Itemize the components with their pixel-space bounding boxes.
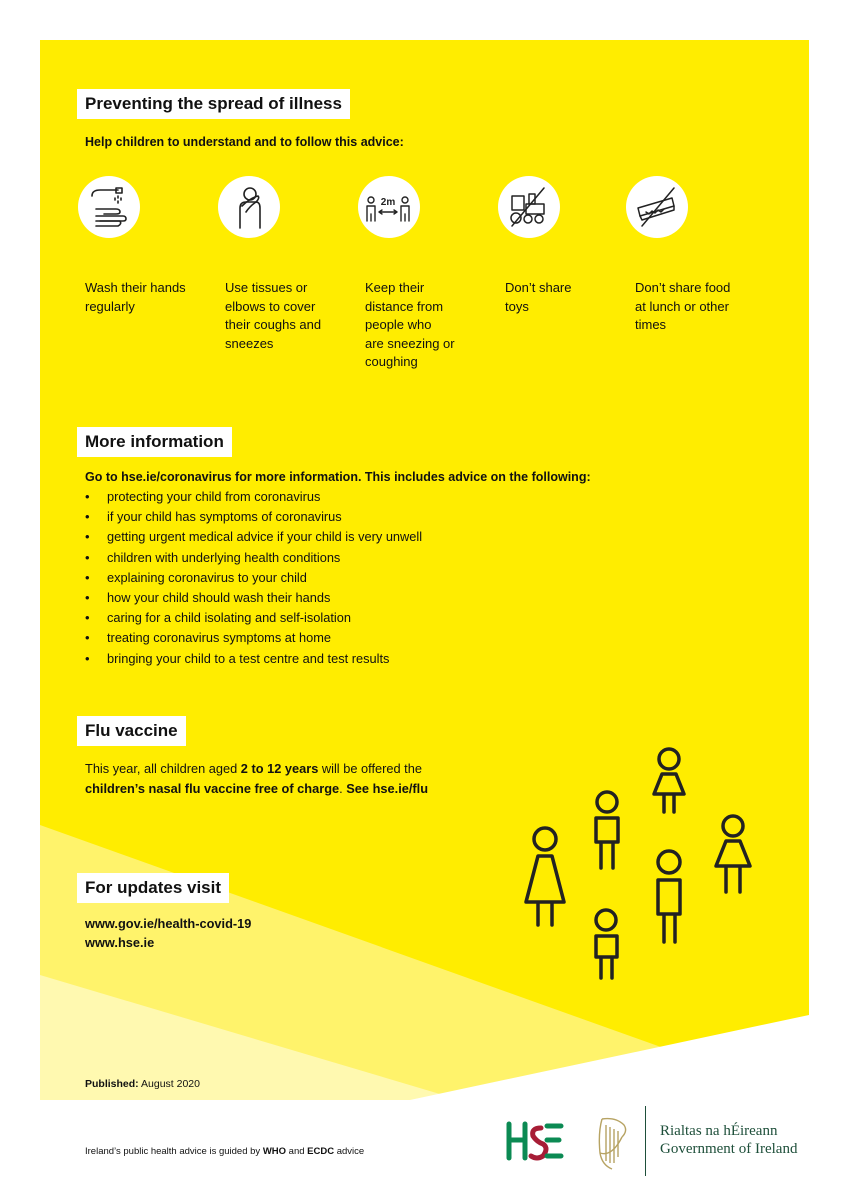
distance-icon — [358, 176, 420, 238]
caption-wash-hands: Wash their hands regularly — [85, 280, 186, 314]
gov-name-english: Government of Ireland — [660, 1141, 798, 1157]
list-item: • bringing your child to a test centre and test results — [85, 649, 422, 669]
footer-note: Ireland’s public health advice is guided by WHO and ECDC advice — [85, 1146, 365, 1157]
updates-heading: For updates visit — [77, 873, 229, 903]
gov-name-irish: Rialtas na hÉireann — [660, 1123, 778, 1139]
published-date: Published: August 2020 — [85, 1078, 200, 1090]
more-info-list — [85, 487, 422, 669]
hse-link[interactable]: www.hse.ie — [85, 935, 155, 950]
children-group-icon — [518, 742, 768, 987]
more-info-heading: More information — [77, 427, 232, 457]
flu-heading: Flu vaccine — [77, 716, 186, 746]
list-item: • treating coronavirus symptoms at home — [85, 628, 422, 648]
emblem-divider — [645, 1106, 646, 1176]
list-item: • getting urgent medical advice if your child is very unwell — [85, 527, 422, 547]
more-info-lead: Go to hse.ie/coronavirus for more information. This includes advice on the following: — [85, 470, 591, 484]
caption-no-food: Don’t share food at lunch or other times — [635, 280, 731, 332]
prevent-subtitle: Help children to understand and to follow this advice: — [85, 135, 404, 149]
list-item: • protecting your child from coronavirus — [85, 487, 422, 507]
cough-elbow-icon — [218, 176, 280, 238]
hse-logo — [503, 1118, 565, 1166]
prevent-heading: Preventing the spread of illness — [77, 89, 350, 119]
list-item: • explaining coronavirus to your child — [85, 568, 422, 588]
list-item: • if your child has symptoms of coronavirus — [85, 507, 422, 527]
flu-text: This year, all children aged 2 to 12 years will be offered the children’s nasal flu vaccine free of charge. See hse.ie/flu — [85, 761, 429, 796]
no-toys-icon — [498, 176, 560, 238]
list-item: • how your child should wash their hands — [85, 588, 422, 608]
caption-no-toys: Don’t share toys — [505, 280, 572, 314]
svg-text:2m: 2m — [380, 197, 396, 208]
caption-cover-coughs: Use tissues or elbows to cover their coughs and sneezes — [225, 280, 322, 351]
list-item: • children with underlying health conditions — [85, 548, 422, 568]
caption-keep-distance: Keep their distance from people who are sneezing or coughing — [365, 280, 455, 369]
no-food-icon — [626, 176, 688, 238]
hand-wash-icon — [78, 176, 140, 238]
gov-link[interactable]: www.gov.ie/health-covid-19 — [85, 916, 252, 931]
harp-emblem — [592, 1113, 632, 1173]
list-item: • caring for a child isolating and self-isolation — [85, 608, 422, 628]
